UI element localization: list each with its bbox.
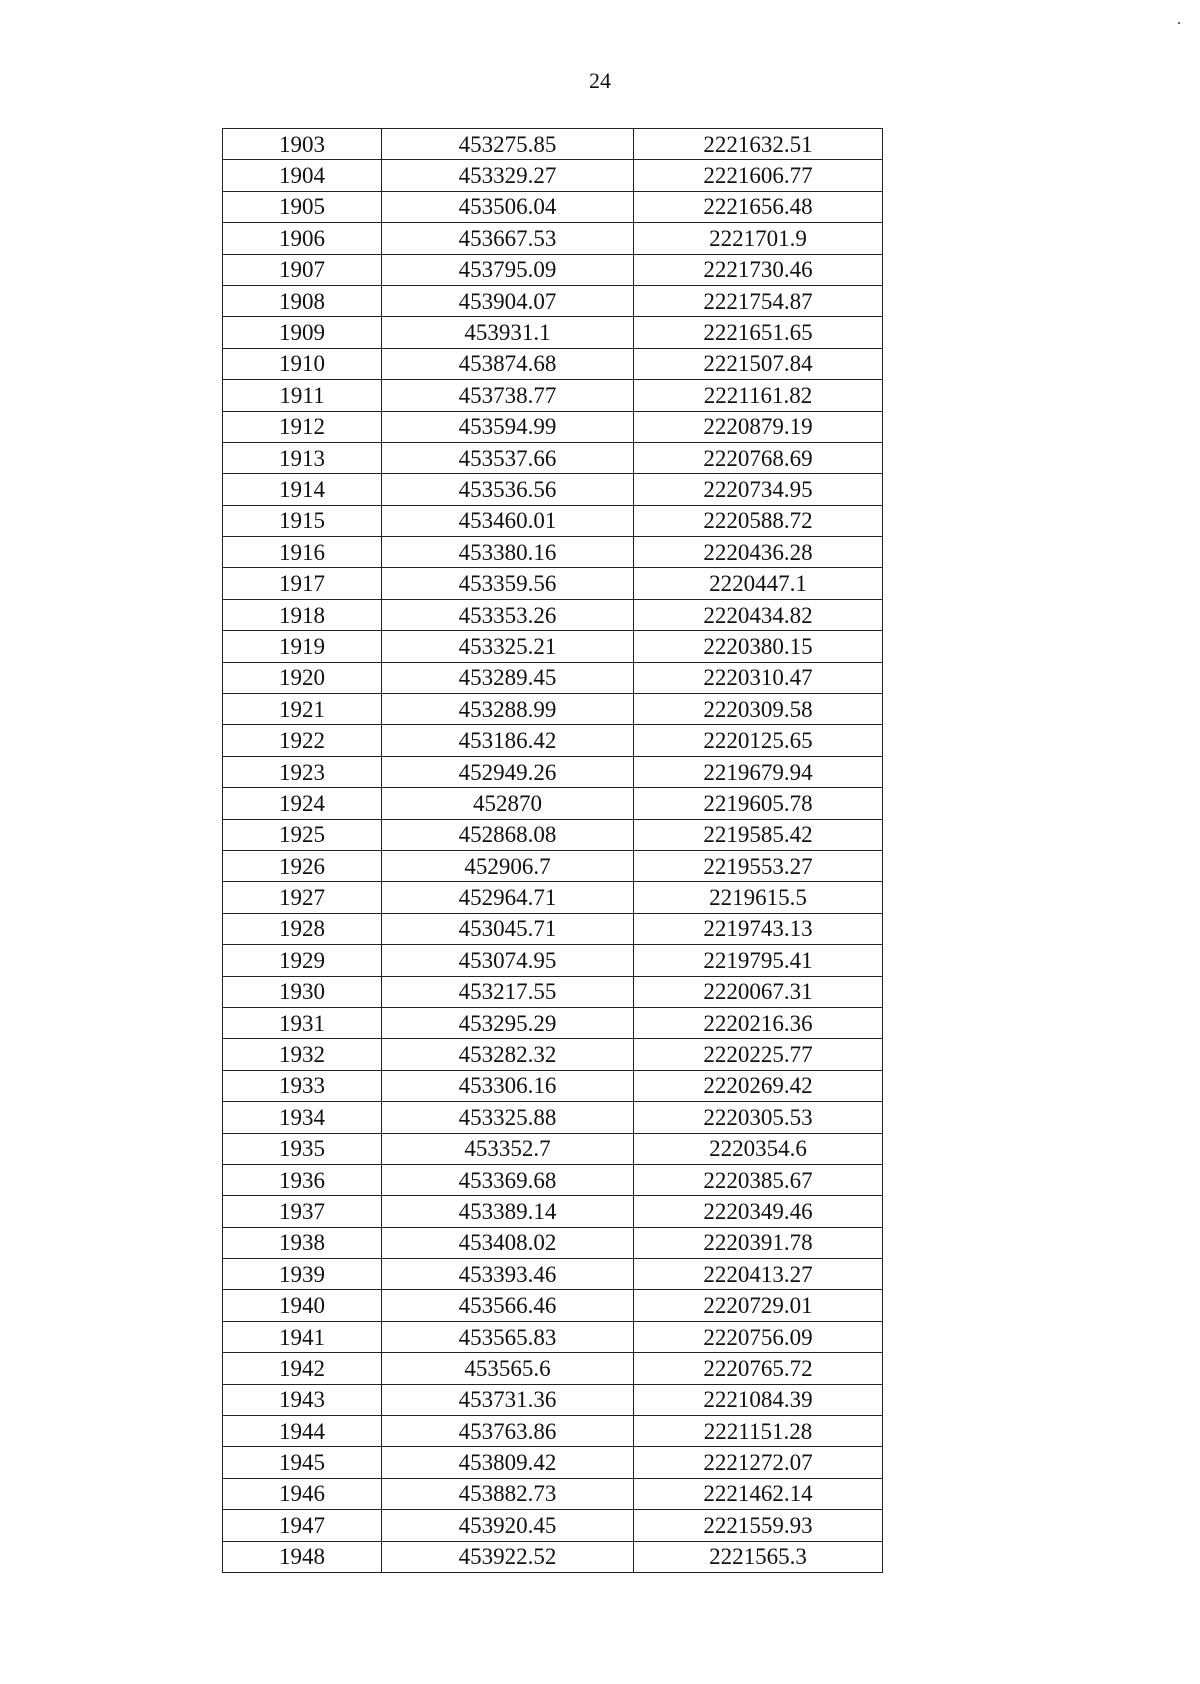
table-row <box>223 129 883 160</box>
x-coordinate-cell: 453325.21 <box>382 631 634 662</box>
x-coordinate-cell: 452870 <box>382 788 634 819</box>
x-coordinate-cell: 453408.02 <box>382 1227 634 1258</box>
point-number-cell: 1947 <box>223 1510 382 1541</box>
table-row <box>223 1196 883 1227</box>
table-row <box>223 505 883 536</box>
point-number-cell: 1921 <box>223 694 382 725</box>
point-number-cell: 1944 <box>223 1416 382 1447</box>
y-coordinate-cell: 2221559.93 <box>634 1510 883 1541</box>
table-row <box>223 819 883 850</box>
y-coordinate-cell: 2221462.14 <box>634 1478 883 1509</box>
table-row <box>223 285 883 316</box>
point-number-cell: 1938 <box>223 1227 382 1258</box>
table-row <box>223 317 883 348</box>
scan-speck <box>1178 22 1180 24</box>
point-number-cell: 1927 <box>223 882 382 913</box>
table-row <box>223 1478 883 1509</box>
point-number-cell: 1931 <box>223 1007 382 1038</box>
table-row <box>223 662 883 693</box>
table-row <box>223 1133 883 1164</box>
y-coordinate-cell: 2220349.46 <box>634 1196 883 1227</box>
table-row <box>223 1353 883 1384</box>
y-coordinate-cell: 2221507.84 <box>634 348 883 379</box>
x-coordinate-cell: 453536.56 <box>382 474 634 505</box>
x-coordinate-cell: 453359.56 <box>382 568 634 599</box>
y-coordinate-cell: 2221651.65 <box>634 317 883 348</box>
x-coordinate-cell: 453763.86 <box>382 1416 634 1447</box>
point-number-cell: 1910 <box>223 348 382 379</box>
y-coordinate-cell: 2220756.09 <box>634 1321 883 1352</box>
table-row <box>223 1259 883 1290</box>
x-coordinate-cell: 453288.99 <box>382 694 634 725</box>
point-number-cell: 1945 <box>223 1447 382 1478</box>
table-row <box>223 1164 883 1195</box>
table-row <box>223 1227 883 1258</box>
point-number-cell: 1928 <box>223 913 382 944</box>
x-coordinate-cell: 453289.45 <box>382 662 634 693</box>
y-coordinate-cell: 2221084.39 <box>634 1384 883 1415</box>
table-row <box>223 913 883 944</box>
x-coordinate-cell: 453380.16 <box>382 537 634 568</box>
x-coordinate-cell: 452949.26 <box>382 756 634 787</box>
point-number-cell: 1942 <box>223 1353 382 1384</box>
x-coordinate-cell: 453738.77 <box>382 380 634 411</box>
point-number-cell: 1926 <box>223 850 382 881</box>
x-coordinate-cell: 453565.83 <box>382 1321 634 1352</box>
table-row <box>223 756 883 787</box>
x-coordinate-cell: 453731.36 <box>382 1384 634 1415</box>
y-coordinate-cell: 2219795.41 <box>634 945 883 976</box>
point-number-cell: 1917 <box>223 568 382 599</box>
y-coordinate-cell: 2219743.13 <box>634 913 883 944</box>
y-coordinate-cell: 2220436.28 <box>634 537 883 568</box>
point-number-cell: 1941 <box>223 1321 382 1352</box>
table-row <box>223 348 883 379</box>
table-row <box>223 1447 883 1478</box>
x-coordinate-cell: 453460.01 <box>382 505 634 536</box>
table-row <box>223 631 883 662</box>
y-coordinate-cell: 2220067.31 <box>634 976 883 1007</box>
y-coordinate-cell: 2220305.53 <box>634 1102 883 1133</box>
point-number-cell: 1912 <box>223 411 382 442</box>
point-number-cell: 1948 <box>223 1541 382 1572</box>
x-coordinate-cell: 453795.09 <box>382 254 634 285</box>
y-coordinate-cell: 2221632.51 <box>634 129 883 160</box>
coordinates-table-body <box>223 129 883 1573</box>
table-row <box>223 1416 883 1447</box>
table-row <box>223 568 883 599</box>
y-coordinate-cell: 2220385.67 <box>634 1164 883 1195</box>
point-number-cell: 1924 <box>223 788 382 819</box>
x-coordinate-cell: 453353.26 <box>382 599 634 630</box>
table-row <box>223 1290 883 1321</box>
x-coordinate-cell: 453369.68 <box>382 1164 634 1195</box>
coordinates-table <box>222 128 883 1573</box>
point-number-cell: 1907 <box>223 254 382 285</box>
y-coordinate-cell: 2220125.65 <box>634 725 883 756</box>
y-coordinate-cell: 2221754.87 <box>634 285 883 316</box>
y-coordinate-cell: 2221606.77 <box>634 160 883 191</box>
x-coordinate-cell: 453325.88 <box>382 1102 634 1133</box>
y-coordinate-cell: 2220447.1 <box>634 568 883 599</box>
x-coordinate-cell: 453537.66 <box>382 442 634 473</box>
x-coordinate-cell: 453275.85 <box>382 129 634 160</box>
y-coordinate-cell: 2220380.15 <box>634 631 883 662</box>
y-coordinate-cell: 2220765.72 <box>634 1353 883 1384</box>
y-coordinate-cell: 2221565.3 <box>634 1541 883 1572</box>
table-row <box>223 976 883 1007</box>
table-row <box>223 380 883 411</box>
y-coordinate-cell: 2220269.42 <box>634 1070 883 1101</box>
table-row <box>223 223 883 254</box>
x-coordinate-cell: 453594.99 <box>382 411 634 442</box>
y-coordinate-cell: 2221272.07 <box>634 1447 883 1478</box>
point-number-cell: 1933 <box>223 1070 382 1101</box>
point-number-cell: 1939 <box>223 1259 382 1290</box>
y-coordinate-cell: 2220354.6 <box>634 1133 883 1164</box>
table-row <box>223 537 883 568</box>
table-row <box>223 599 883 630</box>
y-coordinate-cell: 2219553.27 <box>634 850 883 881</box>
x-coordinate-cell: 453306.16 <box>382 1070 634 1101</box>
x-coordinate-cell: 453904.07 <box>382 285 634 316</box>
x-coordinate-cell: 453329.27 <box>382 160 634 191</box>
x-coordinate-cell: 453352.7 <box>382 1133 634 1164</box>
y-coordinate-cell: 2221656.48 <box>634 191 883 222</box>
table-row <box>223 1070 883 1101</box>
table-row <box>223 694 883 725</box>
y-coordinate-cell: 2219585.42 <box>634 819 883 850</box>
x-coordinate-cell: 453931.1 <box>382 317 634 348</box>
table-row <box>223 882 883 913</box>
x-coordinate-cell: 453922.52 <box>382 1541 634 1572</box>
x-coordinate-cell: 453809.42 <box>382 1447 634 1478</box>
y-coordinate-cell: 2220768.69 <box>634 442 883 473</box>
x-coordinate-cell: 452868.08 <box>382 819 634 850</box>
point-number-cell: 1922 <box>223 725 382 756</box>
point-number-cell: 1920 <box>223 662 382 693</box>
table-row <box>223 1541 883 1572</box>
y-coordinate-cell: 2219605.78 <box>634 788 883 819</box>
y-coordinate-cell: 2220729.01 <box>634 1290 883 1321</box>
y-coordinate-cell: 2220310.47 <box>634 662 883 693</box>
table-row <box>223 474 883 505</box>
point-number-cell: 1914 <box>223 474 382 505</box>
point-number-cell: 1937 <box>223 1196 382 1227</box>
point-number-cell: 1930 <box>223 976 382 1007</box>
x-coordinate-cell: 453186.42 <box>382 725 634 756</box>
x-coordinate-cell: 453565.6 <box>382 1353 634 1384</box>
page-number: 24 <box>589 68 611 93</box>
table-row <box>223 191 883 222</box>
table-row <box>223 725 883 756</box>
point-number-cell: 1913 <box>223 442 382 473</box>
point-number-cell: 1909 <box>223 317 382 348</box>
point-number-cell: 1908 <box>223 285 382 316</box>
table-row <box>223 850 883 881</box>
point-number-cell: 1911 <box>223 380 382 411</box>
point-number-cell: 1905 <box>223 191 382 222</box>
x-coordinate-cell: 453506.04 <box>382 191 634 222</box>
table-row <box>223 160 883 191</box>
x-coordinate-cell: 452906.7 <box>382 850 634 881</box>
y-coordinate-cell: 2220309.58 <box>634 694 883 725</box>
point-number-cell: 1946 <box>223 1478 382 1509</box>
y-coordinate-cell: 2220225.77 <box>634 1039 883 1070</box>
x-coordinate-cell: 453566.46 <box>382 1290 634 1321</box>
y-coordinate-cell: 2221730.46 <box>634 254 883 285</box>
y-coordinate-cell: 2220434.82 <box>634 599 883 630</box>
point-number-cell: 1918 <box>223 599 382 630</box>
y-coordinate-cell: 2220413.27 <box>634 1259 883 1290</box>
x-coordinate-cell: 453389.14 <box>382 1196 634 1227</box>
point-number-cell: 1932 <box>223 1039 382 1070</box>
x-coordinate-cell: 453217.55 <box>382 976 634 1007</box>
x-coordinate-cell: 453295.29 <box>382 1007 634 1038</box>
y-coordinate-cell: 2221151.28 <box>634 1416 883 1447</box>
y-coordinate-cell: 2220588.72 <box>634 505 883 536</box>
table-row <box>223 1510 883 1541</box>
table-row <box>223 411 883 442</box>
y-coordinate-cell: 2219679.94 <box>634 756 883 787</box>
y-coordinate-cell: 2221701.9 <box>634 223 883 254</box>
point-number-cell: 1925 <box>223 819 382 850</box>
x-coordinate-cell: 453920.45 <box>382 1510 634 1541</box>
point-number-cell: 1943 <box>223 1384 382 1415</box>
point-number-cell: 1940 <box>223 1290 382 1321</box>
table-row <box>223 1039 883 1070</box>
y-coordinate-cell: 2220216.36 <box>634 1007 883 1038</box>
table-row <box>223 254 883 285</box>
table-row <box>223 442 883 473</box>
x-coordinate-cell: 452964.71 <box>382 882 634 913</box>
table-row <box>223 788 883 819</box>
y-coordinate-cell: 2221161.82 <box>634 380 883 411</box>
x-coordinate-cell: 453874.68 <box>382 348 634 379</box>
x-coordinate-cell: 453074.95 <box>382 945 634 976</box>
point-number-cell: 1915 <box>223 505 382 536</box>
y-coordinate-cell: 2220734.95 <box>634 474 883 505</box>
table-row <box>223 1102 883 1133</box>
y-coordinate-cell: 2220391.78 <box>634 1227 883 1258</box>
point-number-cell: 1906 <box>223 223 382 254</box>
point-number-cell: 1923 <box>223 756 382 787</box>
y-coordinate-cell: 2220879.19 <box>634 411 883 442</box>
x-coordinate-cell: 453282.32 <box>382 1039 634 1070</box>
table-row <box>223 1384 883 1415</box>
point-number-cell: 1919 <box>223 631 382 662</box>
point-number-cell: 1936 <box>223 1164 382 1195</box>
table-row <box>223 945 883 976</box>
point-number-cell: 1904 <box>223 160 382 191</box>
x-coordinate-cell: 453667.53 <box>382 223 634 254</box>
table-row <box>223 1007 883 1038</box>
x-coordinate-cell: 453393.46 <box>382 1259 634 1290</box>
table-row <box>223 1321 883 1352</box>
x-coordinate-cell: 453882.73 <box>382 1478 634 1509</box>
y-coordinate-cell: 2219615.5 <box>634 882 883 913</box>
point-number-cell: 1916 <box>223 537 382 568</box>
point-number-cell: 1929 <box>223 945 382 976</box>
point-number-cell: 1903 <box>223 129 382 160</box>
point-number-cell: 1934 <box>223 1102 382 1133</box>
x-coordinate-cell: 453045.71 <box>382 913 634 944</box>
point-number-cell: 1935 <box>223 1133 382 1164</box>
